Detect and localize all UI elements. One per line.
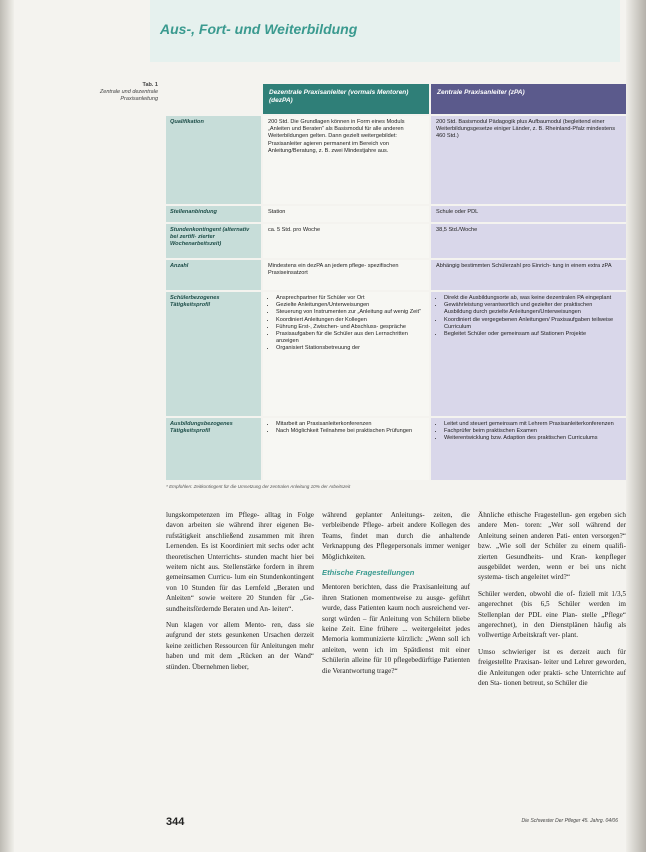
list-item: • Organisiert Stationsbetreuung der <box>276 345 424 352</box>
list-item: • Praxisaufgaben für die Schüler aus den Lernschritten anzeigen <box>276 331 424 345</box>
cell-col1 <box>263 418 429 480</box>
bullet-list <box>436 421 621 443</box>
list-item: • Direkt die Ausbildungsorte ab, was keine dezentralen PA eingeplant <box>444 295 621 302</box>
list-item: • Mitarbeit an Praxisanleiterkonferenzen <box>276 421 424 428</box>
row-label: Stundenkontingent (alternativ bei zertifi- zierter Wochenarbeitszeit) <box>166 224 261 258</box>
bullet-list <box>268 421 424 435</box>
list-item: • Steuerung von Instrumenten zur „Anleitung auf wenig Zeit“ <box>276 309 424 316</box>
paragraph: Schüler werden, obwohl die of- fiziell mit 1/3,5 angerechnet (bis 6,5 Schüler werden im Stellenplan der PDL eine Plan- stelle „Pflege“ angerechnet), in den Dienstplänen häufig als vollwertige Arbeitskraft ver- plant. <box>478 589 626 640</box>
page-number: 344 <box>166 816 185 828</box>
paragraph: Umso schwieriger ist es derzeit auch für freigestellte Praxisan- leiter und Lehrer geworden, die Anleitungen oder prakti- sche Unterrichte auf den Sta- tionen betreut, so Schüler die <box>478 647 626 688</box>
list-item: • Weiterentwicklung bzw. Adaption des praktischen Curriculums <box>444 435 621 442</box>
row-label: Ausbildungsbezogenes Tätigkeitsprofil <box>166 418 261 480</box>
list-item: • Koordiniert die vergegebenen Anleitungen/ Praxisaufgaben teilweise Curriculum <box>444 317 621 331</box>
list-item: • Ansprechpartner für Schüler vor Ort <box>276 295 424 302</box>
row-label: Schülerbezogenes Tätigkeitsprofil <box>166 292 261 416</box>
page-edge-shadow <box>626 0 646 852</box>
cell-col1: Mindestens ein dezPA an jedem pflege- spezifischen Praxiseinsatzort <box>263 260 429 290</box>
page-gutter-shadow <box>0 0 14 852</box>
running-footer: Die Schwester Der Pfleger 45. Jahrg. 04/06 <box>521 818 618 824</box>
table-header-col2: Zentrale Praxisanleiter (zPA) <box>431 84 626 114</box>
table-caption-text: Zentrale und dezentrale Praxisanleitung <box>99 89 158 102</box>
body-column-1 <box>166 510 314 678</box>
cell-col2 <box>431 418 626 480</box>
section-title: Aus-, Fort- und Weiterbildung <box>160 21 358 37</box>
subheading: Ethische Fragestellungen <box>322 568 415 578</box>
cell-col2: 200 Std. Basismodul Pädagogik plus Aufbaumodul (begleitend einer Weiterbildungsgesetze einiger Länder, z. B. Rheinland-Pfalz mindestens 460 Std.) <box>431 116 626 204</box>
list-item: • Führung Erst-, Zwischen- und Abschluss- gespräche <box>276 324 424 331</box>
cell-col2: Abhängig bestimmten Schülerzahl pro Einrich- tung in einem extra zPA <box>431 260 626 290</box>
table-caption <box>96 82 158 103</box>
bullet-list <box>436 295 621 338</box>
cell-col1 <box>263 292 429 416</box>
list-item: • Leitet und steuert gemeinsam mit Lehrern Praxisanleiterkonferenzen <box>444 421 621 428</box>
list-item: • Nach Möglichkeit Teilnahme bei praktischen Prüfungen <box>276 428 424 435</box>
paragraph: lungskompetenzen im Pflege- alltag in Folge davon arbeiten sie während ihrer eigenen Be- rufstätigkeit anschließend zusammen mit ihren Lernenden. Es ist Koordiniert mit sechs oder acht theoretischen Unterrichts- stunden macht hier bei weitem nicht aus. Stellenstärke fordern in ihrem gemeinsamen Curricu- lum ein Stundenkontingent von 10 Stunden für das Lernfeld „Beraten und Anleiten“ sowie weitere 20 Stunden für „Ge- sundheitsfördernde Beraten und An- leiten“. <box>166 511 314 613</box>
body-column-3 <box>478 510 626 695</box>
cell-col1: ca. 5 Std. pro Woche <box>263 224 429 258</box>
cell-col1: 200 Std. Die Grundlagen können in Form eines Moduls „Anleiten und Beraten“ als Basismodul für alle anderen Weiterbildungen gelten. Dann gezielt weitergebildet: Praxisanleiter agieren permanent im Bereich von Anleitung/Beratung, z. B. zwei Mindestjahre aus. <box>263 116 429 204</box>
paragraph: Mentoren berichten, dass die Praxisanleitung auf ihren Stationen momentweise zu ausge- geführt wurde, dass Patienten kaum noch ausreichend ver- sorgt würden – für Anleitung von Schülern bliebe keine Zeit. Eine frühere ... weitergeleitet jedes Memoria kommunizierte kürzlich: „Wenn soll ich anleiten, wenn ich im Spätdienst mit einer Schülerin alleine für 10 pflegebedürftige Patienten die Verantwortung trage?“ <box>322 583 470 675</box>
cell-col1: Station <box>263 206 429 222</box>
bullet-list <box>268 295 424 353</box>
paragraph: Nun klagen vor allem Mento- ren, dass sie aufgrund der stets gesunkenen Ursachen derzeit keine zeitlichen Ressourcen für Anleitungen mehr haben und mit dem „Rücken an der Wand“ stünden. Übernehmen lieber, <box>166 621 314 671</box>
row-label: Anzahl <box>166 260 261 290</box>
table-footnote: * Empfohlen: Zeitkontingent für die Umsetzung der zentralen Anleitung 10% der Arbeitszeit <box>166 484 351 489</box>
row-label: Stellenanbindung <box>166 206 261 222</box>
paragraph: während geplanter Anleitungs- zeiten, die verbleibende Pflege- arbeit andere Kollegen des Teams, findet man durch die anhaltende Verknappung des Pflegepersonals immer weniger Möglichkeiten. <box>322 511 470 561</box>
cell-col2: Schule oder PDL <box>431 206 626 222</box>
cell-col2: 38,5 Std./Woche <box>431 224 626 258</box>
table-caption-tag: Tab. 1 <box>142 82 158 88</box>
list-item: • Koordiniert Anleitungen der Kollegen <box>276 317 424 324</box>
cell-col2 <box>431 292 626 416</box>
list-item: • Fachprüfer beim praktischen Examen <box>444 428 621 435</box>
table-header-col1: Dezentrale Praxisanleiter (vormals Mentoren) (dezPA) <box>263 84 429 114</box>
body-column-2 <box>322 510 470 682</box>
list-item: • Gezielte Anleitungen/Unterweisungen <box>276 302 424 309</box>
list-item: • Begleitet Schüler oder gemeinsam auf Stationen Projekte <box>444 331 621 338</box>
paragraph: Ähnliche ethische Fragestellun- gen ergeben sich andere Men- toren: „Wer soll während der Anleitung seinen anderen Pati- enten versorgen?“ bzw. „Wie soll der Schüler zu einem qualifi- zierten Gesundheits- und Kran- kenpfleger ausgebildet werden, wenn er bei uns nicht systema- tisch angeleitet wird?“ <box>478 511 626 582</box>
list-item: • Gewährleistung verantwortlich und gezielter der praktischen Ausbildung durch gezielte Anleitungen/Unterweisungen <box>444 302 621 316</box>
row-label: Qualifikation <box>166 116 261 204</box>
